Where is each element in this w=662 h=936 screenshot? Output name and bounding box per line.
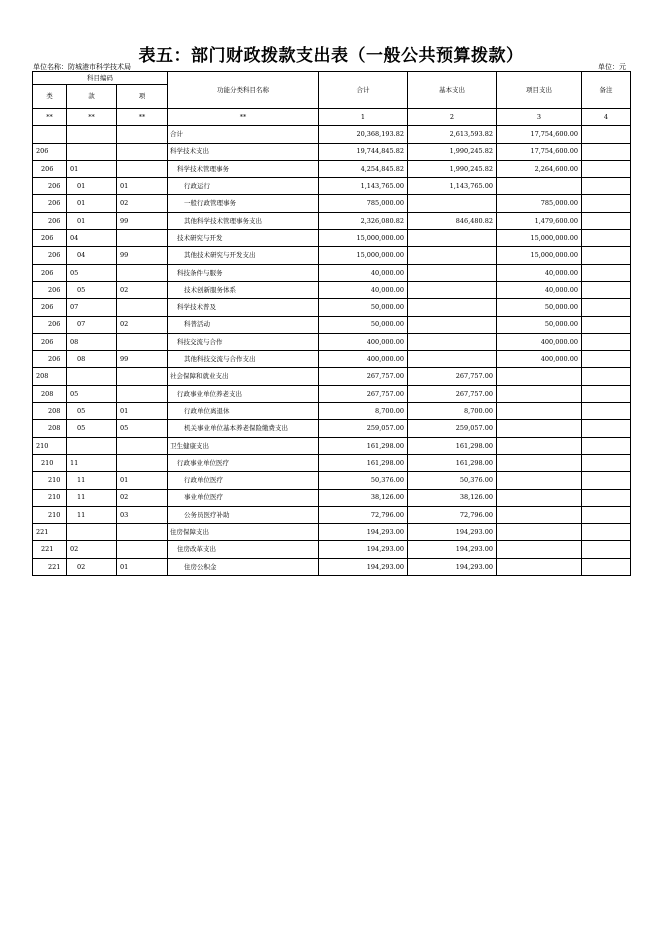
table-row xyxy=(33,212,631,229)
cell-total: 400,000.00 xyxy=(319,351,408,368)
cell-note xyxy=(582,247,631,264)
cell-total: 161,298.00 xyxy=(319,454,408,471)
cell-note xyxy=(582,403,631,420)
cell-kuan xyxy=(67,437,117,454)
cell-basic xyxy=(408,351,497,368)
cell-project xyxy=(497,489,582,506)
cell-project: 785,000.00 xyxy=(497,195,582,212)
cell-lei: 208 xyxy=(33,403,67,420)
cell-total: 38,126.00 xyxy=(319,489,408,506)
unit-label: 单位：元 xyxy=(598,63,626,71)
cell-xiang xyxy=(117,437,168,454)
cell-basic xyxy=(408,299,497,316)
cell-name: 科技条件与服务 xyxy=(168,264,319,281)
cell-xiang: 03 xyxy=(117,506,168,523)
cell-project xyxy=(497,385,582,402)
table-row xyxy=(33,126,631,143)
cell-note xyxy=(582,333,631,350)
cell-project: 40,000.00 xyxy=(497,264,582,281)
cell-project: 15,000,000.00 xyxy=(497,247,582,264)
cell-lei: 206 xyxy=(33,178,67,195)
cell-total: 15,000,000.00 xyxy=(319,230,408,247)
cell-kuan xyxy=(67,126,117,143)
cell-xiang xyxy=(117,230,168,247)
table-row xyxy=(33,195,631,212)
cell-lei: 206 xyxy=(33,160,67,177)
index-total: 1 xyxy=(319,109,408,126)
cell-project: 2,264,600.00 xyxy=(497,160,582,177)
cell-basic xyxy=(408,316,497,333)
cell-xiang xyxy=(117,524,168,541)
cell-name: 其他科学技术管理事务支出 xyxy=(168,212,319,229)
cell-lei: 206 xyxy=(33,316,67,333)
cell-basic: 38,126.00 xyxy=(408,489,497,506)
cell-project: 40,000.00 xyxy=(497,281,582,298)
cell-project xyxy=(497,178,582,195)
cell-basic: 194,293.00 xyxy=(408,541,497,558)
index-name: ** xyxy=(168,109,319,126)
cell-project xyxy=(497,454,582,471)
cell-total: 161,298.00 xyxy=(319,437,408,454)
cell-xiang xyxy=(117,541,168,558)
cell-kuan: 11 xyxy=(67,472,117,489)
cell-xiang xyxy=(117,160,168,177)
cell-basic: 194,293.00 xyxy=(408,558,497,575)
cell-total: 40,000.00 xyxy=(319,281,408,298)
cell-total: 400,000.00 xyxy=(319,333,408,350)
table-row xyxy=(33,368,631,385)
table-row xyxy=(33,403,631,420)
cell-lei xyxy=(33,126,67,143)
expenditure-table xyxy=(32,71,631,576)
cell-lei: 206 xyxy=(33,333,67,350)
cell-project: 15,000,000.00 xyxy=(497,230,582,247)
cell-total: 194,293.00 xyxy=(319,524,408,541)
cell-lei: 221 xyxy=(33,541,67,558)
table-row xyxy=(33,385,631,402)
cell-note xyxy=(582,351,631,368)
table-row xyxy=(33,333,631,350)
cell-lei: 206 xyxy=(33,247,67,264)
cell-kuan: 05 xyxy=(67,420,117,437)
header-project: 项目支出 xyxy=(497,72,582,109)
cell-name: 合计 xyxy=(168,126,319,143)
cell-note xyxy=(582,230,631,247)
cell-basic: 1,990,245.82 xyxy=(408,160,497,177)
cell-xiang: 02 xyxy=(117,195,168,212)
cell-xiang: 01 xyxy=(117,558,168,575)
cell-lei: 206 xyxy=(33,143,67,160)
table-row xyxy=(33,454,631,471)
table-row xyxy=(33,420,631,437)
cell-name: 卫生健康支出 xyxy=(168,437,319,454)
cell-name: 住房公积金 xyxy=(168,558,319,575)
header-code-group: 科目编码 xyxy=(33,72,168,85)
cell-lei: 206 xyxy=(33,195,67,212)
cell-note xyxy=(582,524,631,541)
cell-project: 50,000.00 xyxy=(497,299,582,316)
cell-name: 其他技术研究与开发支出 xyxy=(168,247,319,264)
table-row xyxy=(33,143,631,160)
cell-note xyxy=(582,420,631,437)
cell-xiang: 01 xyxy=(117,403,168,420)
cell-lei: 210 xyxy=(33,472,67,489)
table-row xyxy=(33,558,631,575)
cell-xiang xyxy=(117,264,168,281)
cell-note xyxy=(582,178,631,195)
cell-project: 50,000.00 xyxy=(497,316,582,333)
table-row xyxy=(33,264,631,281)
cell-kuan: 05 xyxy=(67,403,117,420)
cell-kuan: 01 xyxy=(67,195,117,212)
table-row xyxy=(33,230,631,247)
cell-lei: 210 xyxy=(33,506,67,523)
index-xiang: ** xyxy=(117,109,168,126)
cell-lei: 206 xyxy=(33,264,67,281)
cell-kuan: 02 xyxy=(67,558,117,575)
cell-lei: 208 xyxy=(33,420,67,437)
cell-note xyxy=(582,489,631,506)
cell-total: 19,744,845.82 xyxy=(319,143,408,160)
cell-name: 技术创新服务体系 xyxy=(168,281,319,298)
cell-name: 行政单位医疗 xyxy=(168,472,319,489)
cell-name: 一般行政管理事务 xyxy=(168,195,319,212)
header-xiang: 项 xyxy=(117,85,168,109)
cell-xiang: 01 xyxy=(117,472,168,489)
cell-xiang xyxy=(117,368,168,385)
cell-total: 40,000.00 xyxy=(319,264,408,281)
cell-lei: 206 xyxy=(33,351,67,368)
index-lei: ** xyxy=(33,109,67,126)
unit-name: 单位名称：防城港市科学技术局 xyxy=(33,63,131,71)
cell-kuan: 05 xyxy=(67,264,117,281)
cell-basic: 1,143,765.00 xyxy=(408,178,497,195)
cell-total: 72,796.00 xyxy=(319,506,408,523)
cell-project: 400,000.00 xyxy=(497,351,582,368)
cell-kuan: 08 xyxy=(67,333,117,350)
cell-project xyxy=(497,472,582,489)
cell-note xyxy=(582,160,631,177)
cell-basic: 161,298.00 xyxy=(408,454,497,471)
cell-basic: 267,757.00 xyxy=(408,368,497,385)
cell-name: 技术研究与开发 xyxy=(168,230,319,247)
cell-xiang xyxy=(117,299,168,316)
table-row xyxy=(33,524,631,541)
cell-xiang: 05 xyxy=(117,420,168,437)
cell-total: 194,293.00 xyxy=(319,541,408,558)
cell-xiang xyxy=(117,385,168,402)
cell-name: 其他科技交流与合作支出 xyxy=(168,351,319,368)
cell-xiang xyxy=(117,143,168,160)
cell-total: 50,000.00 xyxy=(319,316,408,333)
index-note: 4 xyxy=(582,109,631,126)
cell-name: 行政事业单位医疗 xyxy=(168,454,319,471)
header-kuan: 款 xyxy=(67,85,117,109)
cell-note xyxy=(582,558,631,575)
cell-basic xyxy=(408,247,497,264)
index-kuan: ** xyxy=(67,109,117,126)
cell-kuan: 01 xyxy=(67,160,117,177)
cell-project xyxy=(497,558,582,575)
cell-project xyxy=(497,541,582,558)
cell-lei: 206 xyxy=(33,281,67,298)
cell-total: 4,254,845.82 xyxy=(319,160,408,177)
cell-name: 科学技术普及 xyxy=(168,299,319,316)
cell-lei: 210 xyxy=(33,454,67,471)
table-row xyxy=(33,299,631,316)
cell-name: 事业单位医疗 xyxy=(168,489,319,506)
cell-basic: 259,057.00 xyxy=(408,420,497,437)
cell-lei: 210 xyxy=(33,489,67,506)
header-note: 备注 xyxy=(582,72,631,109)
cell-total: 267,757.00 xyxy=(319,385,408,402)
cell-project xyxy=(497,420,582,437)
header-lei: 类 xyxy=(33,85,67,109)
cell-basic: 8,700.00 xyxy=(408,403,497,420)
cell-kuan: 02 xyxy=(67,541,117,558)
cell-xiang: 02 xyxy=(117,489,168,506)
cell-total: 20,368,193.82 xyxy=(319,126,408,143)
cell-xiang: 01 xyxy=(117,178,168,195)
cell-name: 住房保障支出 xyxy=(168,524,319,541)
cell-xiang xyxy=(117,126,168,143)
cell-name: 科学技术支出 xyxy=(168,143,319,160)
cell-basic: 267,757.00 xyxy=(408,385,497,402)
cell-lei: 206 xyxy=(33,212,67,229)
cell-basic xyxy=(408,230,497,247)
cell-basic: 72,796.00 xyxy=(408,506,497,523)
cell-project xyxy=(497,506,582,523)
cell-name: 社会保障和就业支出 xyxy=(168,368,319,385)
cell-basic: 1,990,245.82 xyxy=(408,143,497,160)
cell-kuan: 11 xyxy=(67,489,117,506)
cell-name: 公务员医疗补助 xyxy=(168,506,319,523)
cell-kuan: 04 xyxy=(67,230,117,247)
cell-name: 行政事业单位养老支出 xyxy=(168,385,319,402)
cell-name: 住房改革支出 xyxy=(168,541,319,558)
cell-basic: 50,376.00 xyxy=(408,472,497,489)
table-row xyxy=(33,316,631,333)
cell-note xyxy=(582,541,631,558)
cell-kuan: 08 xyxy=(67,351,117,368)
cell-total: 8,700.00 xyxy=(319,403,408,420)
cell-project xyxy=(497,368,582,385)
cell-basic xyxy=(408,333,497,350)
cell-basic: 194,293.00 xyxy=(408,524,497,541)
cell-lei: 210 xyxy=(33,437,67,454)
cell-note xyxy=(582,368,631,385)
table-row xyxy=(33,472,631,489)
cell-basic xyxy=(408,195,497,212)
cell-kuan: 01 xyxy=(67,178,117,195)
table-row xyxy=(33,489,631,506)
header-name: 功能分类科目名称 xyxy=(168,72,319,109)
cell-xiang xyxy=(117,454,168,471)
cell-name: 科技交流与合作 xyxy=(168,333,319,350)
cell-total: 2,326,080.82 xyxy=(319,212,408,229)
cell-note xyxy=(582,126,631,143)
cell-kuan: 07 xyxy=(67,316,117,333)
cell-kuan: 04 xyxy=(67,247,117,264)
cell-total: 1,143,765.00 xyxy=(319,178,408,195)
cell-note xyxy=(582,299,631,316)
cell-kuan: 11 xyxy=(67,454,117,471)
cell-note xyxy=(582,506,631,523)
table-row xyxy=(33,247,631,264)
cell-note xyxy=(582,264,631,281)
cell-total: 50,376.00 xyxy=(319,472,408,489)
cell-lei: 221 xyxy=(33,558,67,575)
cell-note xyxy=(582,143,631,160)
cell-xiang: 02 xyxy=(117,316,168,333)
page-title: 表五：部门财政拨款支出表（一般公共预算拨款） xyxy=(138,46,524,66)
cell-note xyxy=(582,316,631,333)
cell-total: 785,000.00 xyxy=(319,195,408,212)
cell-note xyxy=(582,472,631,489)
cell-project xyxy=(497,403,582,420)
cell-lei: 208 xyxy=(33,385,67,402)
cell-basic: 2,613,593.82 xyxy=(408,126,497,143)
table-row xyxy=(33,506,631,523)
table-row xyxy=(33,178,631,195)
cell-lei: 206 xyxy=(33,299,67,316)
cell-name: 科学技术管理事务 xyxy=(168,160,319,177)
cell-lei: 206 xyxy=(33,230,67,247)
cell-xiang: 99 xyxy=(117,247,168,264)
cell-total: 267,757.00 xyxy=(319,368,408,385)
table-row xyxy=(33,541,631,558)
cell-name: 机关事业单位基本养老保险缴费支出 xyxy=(168,420,319,437)
cell-note xyxy=(582,454,631,471)
cell-xiang xyxy=(117,333,168,350)
cell-lei: 221 xyxy=(33,524,67,541)
cell-total: 50,000.00 xyxy=(319,299,408,316)
table-row xyxy=(33,351,631,368)
cell-project: 17,754,600.00 xyxy=(497,143,582,160)
cell-xiang: 02 xyxy=(117,281,168,298)
cell-basic xyxy=(408,264,497,281)
cell-project xyxy=(497,524,582,541)
cell-project: 17,754,600.00 xyxy=(497,126,582,143)
cell-name: 科普活动 xyxy=(168,316,319,333)
cell-project: 400,000.00 xyxy=(497,333,582,350)
cell-note xyxy=(582,385,631,402)
header-basic: 基本支出 xyxy=(408,72,497,109)
cell-basic: 161,298.00 xyxy=(408,437,497,454)
cell-lei: 208 xyxy=(33,368,67,385)
cell-basic xyxy=(408,281,497,298)
cell-total: 15,000,000.00 xyxy=(319,247,408,264)
cell-kuan: 05 xyxy=(67,385,117,402)
cell-kuan xyxy=(67,368,117,385)
cell-kuan: 01 xyxy=(67,212,117,229)
cell-note xyxy=(582,281,631,298)
header-total: 合计 xyxy=(319,72,408,109)
cell-note xyxy=(582,437,631,454)
cell-total: 259,057.00 xyxy=(319,420,408,437)
cell-note xyxy=(582,195,631,212)
cell-note xyxy=(582,212,631,229)
cell-xiang: 99 xyxy=(117,212,168,229)
table-row xyxy=(33,281,631,298)
cell-name: 行政单位离退休 xyxy=(168,403,319,420)
cell-kuan xyxy=(67,143,117,160)
cell-project xyxy=(497,437,582,454)
cell-kuan xyxy=(67,524,117,541)
table-row xyxy=(33,160,631,177)
cell-name: 行政运行 xyxy=(168,178,319,195)
cell-xiang: 99 xyxy=(117,351,168,368)
cell-project: 1,479,600.00 xyxy=(497,212,582,229)
cell-kuan: 07 xyxy=(67,299,117,316)
index-project: 3 xyxy=(497,109,582,126)
cell-kuan: 05 xyxy=(67,281,117,298)
cell-total: 194,293.00 xyxy=(319,558,408,575)
cell-kuan: 11 xyxy=(67,506,117,523)
cell-basic: 846,480.82 xyxy=(408,212,497,229)
index-basic: 2 xyxy=(408,109,497,126)
table-row xyxy=(33,437,631,454)
